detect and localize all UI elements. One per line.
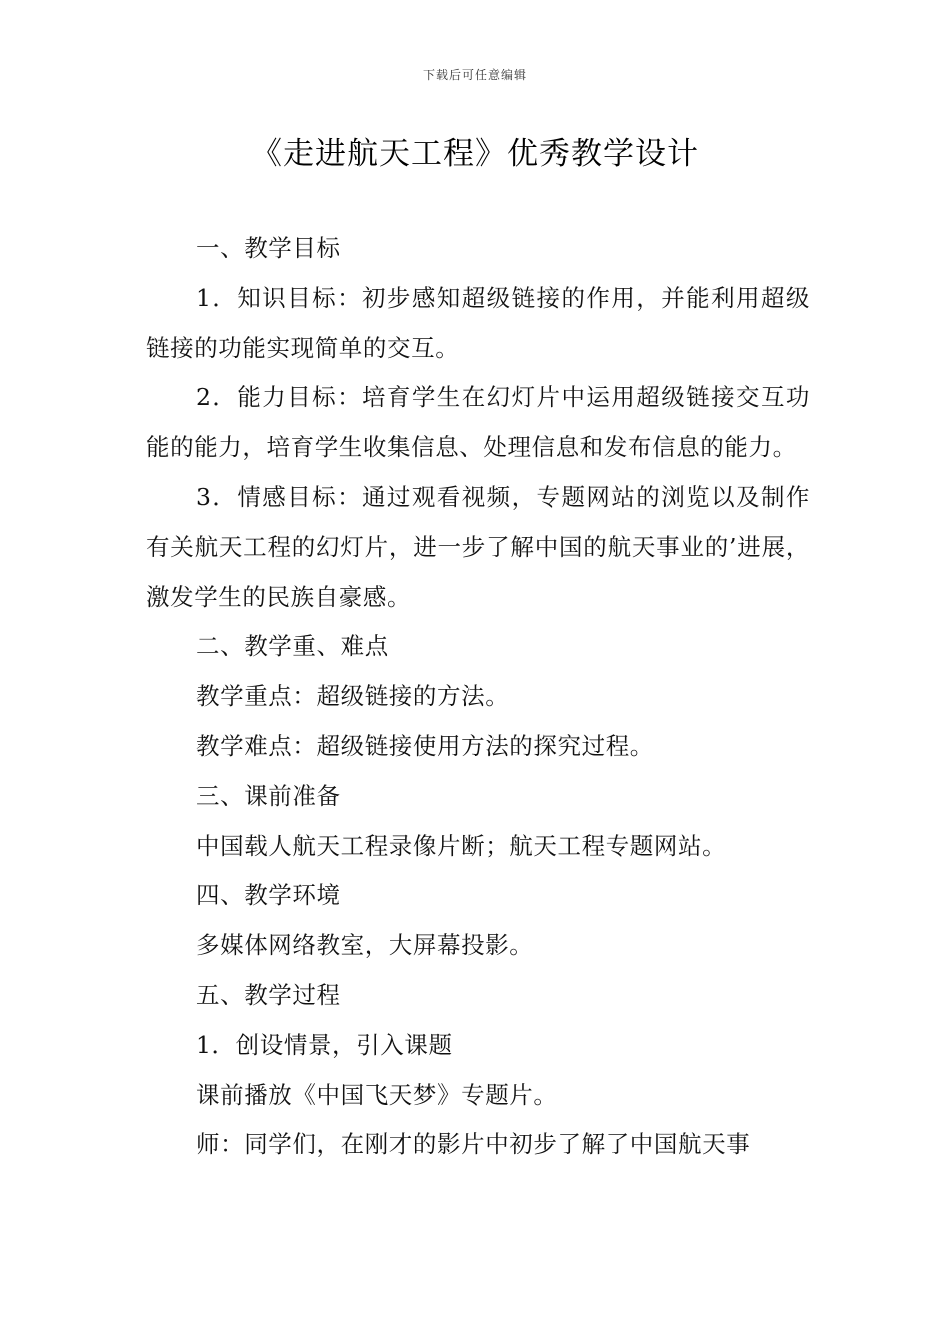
paragraph-difficult-point: 教学难点：超级链接使用方法的探究过程。	[196, 731, 654, 760]
paragraph-teacher-speech: 师：同学们，在刚才的影片中初步了解了中国航天事	[196, 1130, 751, 1159]
section-heading-environment: 四、教学环境	[196, 881, 341, 910]
section-heading-process: 五、教学过程	[196, 980, 341, 1009]
header-note: 下载后可任意编辑	[422, 68, 527, 82]
document-title: 《走进航天工程》优秀教学设计	[251, 136, 699, 172]
paragraph-pre-class-video: 课前播放《中国飞天梦》专题片。	[196, 1080, 558, 1109]
paragraph-emotion-objective: 3．情感目标：通过观看视频，专题网站的浏览以及制作有关航天工程的幻灯片，进一步了解中国的航天事业的’进展，激发学生的民族自豪感。	[146, 482, 810, 611]
paragraph-ability-objective: 2．能力目标：培育学生在幻灯片中运用超级链接交互功能的能力，培育学生收集信息、处理信息和发布信息的能力。	[146, 383, 810, 462]
paragraph-preparation: 中国载人航天工程录像片断；航天工程专题网站。	[196, 831, 727, 860]
paragraph-environment: 多媒体网络教室，大屏幕投影。	[196, 931, 534, 960]
paragraph-key-point: 教学重点：超级链接的方法。	[196, 682, 510, 711]
document-body	[146, 224, 810, 1170]
section-heading-key-points: 二、教学重、难点	[196, 632, 389, 661]
paragraph-knowledge-objective: 1．知识目标：初步感知超级链接的作用，并能利用超级链接的功能实现简单的交互。	[146, 283, 810, 362]
subheading-create-scenario: 1．创设情景，引入课题	[196, 1030, 453, 1059]
section-heading-preparation: 三、课前准备	[196, 781, 341, 810]
section-heading-objectives: 一、教学目标	[196, 234, 341, 262]
